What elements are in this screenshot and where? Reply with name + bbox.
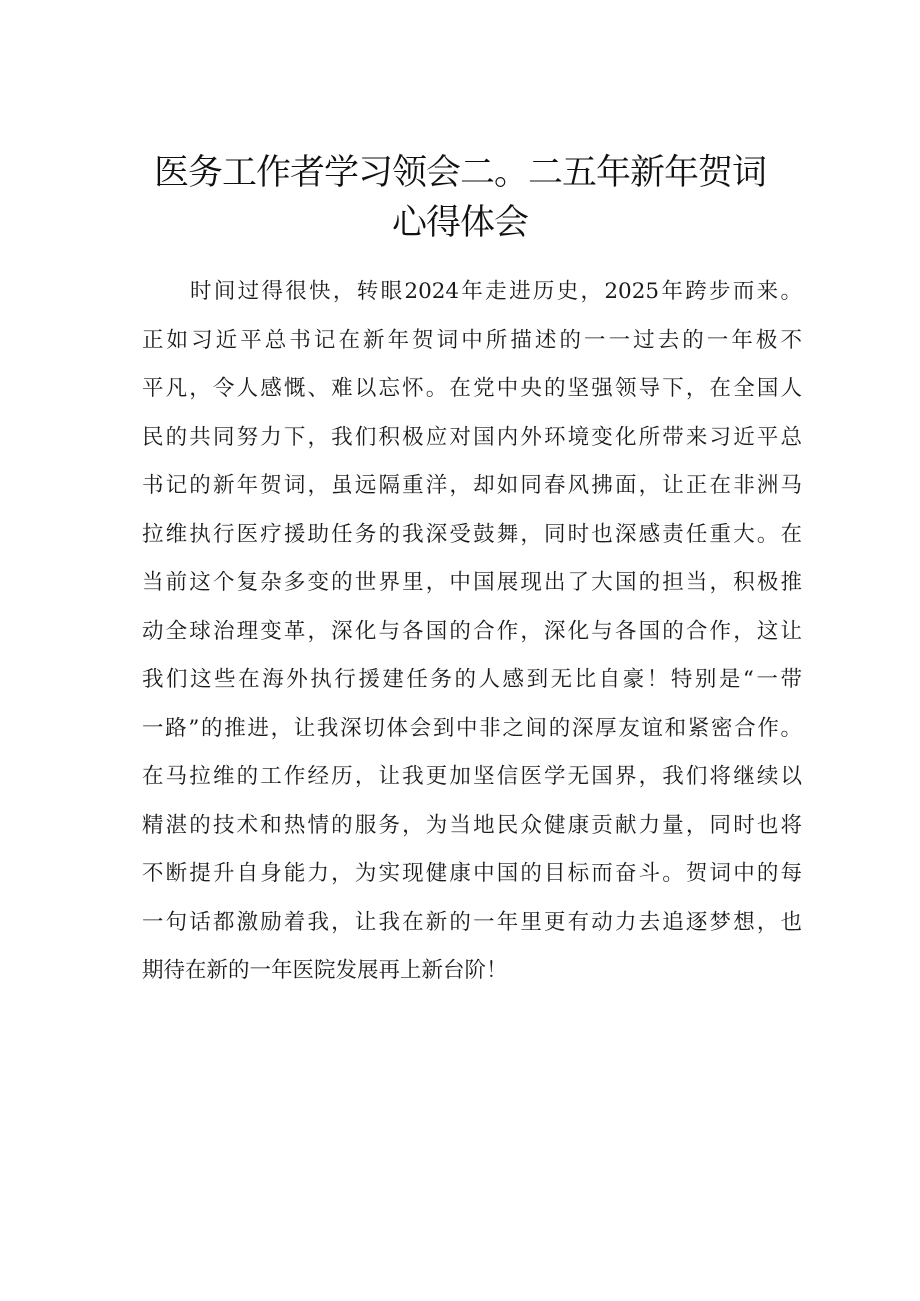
body-line: 期待在新的一年医院发展再上新台阶！ xyxy=(142,958,508,983)
body-line: 一句话都激励着我，让我在新的一年里更有动力去追逐梦想，也 xyxy=(142,909,802,935)
body-line: 不断提升自身能力，为实现健康中国的目标而奋斗。贺词中的每 xyxy=(142,861,802,886)
body-line: 书记的新年贺词，虽远隔重洋，却如同春风拂面，让正在非洲马 xyxy=(142,473,802,498)
body-line: 平凡，令人感慨、难以忘怀。在党中央的坚强领导下，在全国人 xyxy=(142,376,802,401)
body-line: 我们这些在海外执行援建任务的人感到无比自豪！特别是“一带 xyxy=(142,667,802,692)
document-title-line-1: 医务工作者学习领会二。二五年新年贺词 xyxy=(153,153,766,193)
body-line: 当前这个复杂多变的世界里，中国展现出了大国的担当，积极推 xyxy=(142,570,802,595)
document-body xyxy=(142,268,802,996)
body-line: 一路”的推进，让我深切体会到中非之间的深厚友谊和紧密合作。 xyxy=(142,715,802,741)
body-line: 在马拉维的工作经历，让我更加坚信医学无国界，我们将继续以 xyxy=(142,764,802,789)
body-line: 民的共同努力下，我们积极应对国内外环境变化所带来习近平总 xyxy=(142,424,802,450)
body-line: 正如习近平总书记在新年贺词中所描述的一一过去的一年极不 xyxy=(142,327,802,353)
body-line: 精湛的技术和热情的服务，为当地民众健康贡献力量，同时也将 xyxy=(142,812,802,838)
body-line: 动全球治理变革，深化与各国的合作，深化与各国的合作，这让 xyxy=(142,618,802,644)
body-line: 时间过得很快，转眼2024年走进历史，2025年跨步而来。 xyxy=(190,279,802,304)
body-line: 拉维执行医疗援助任务的我深受鼓舞，同时也深感责任重大。在 xyxy=(142,521,802,547)
document-title-line-2: 心得体会 xyxy=(391,203,528,243)
